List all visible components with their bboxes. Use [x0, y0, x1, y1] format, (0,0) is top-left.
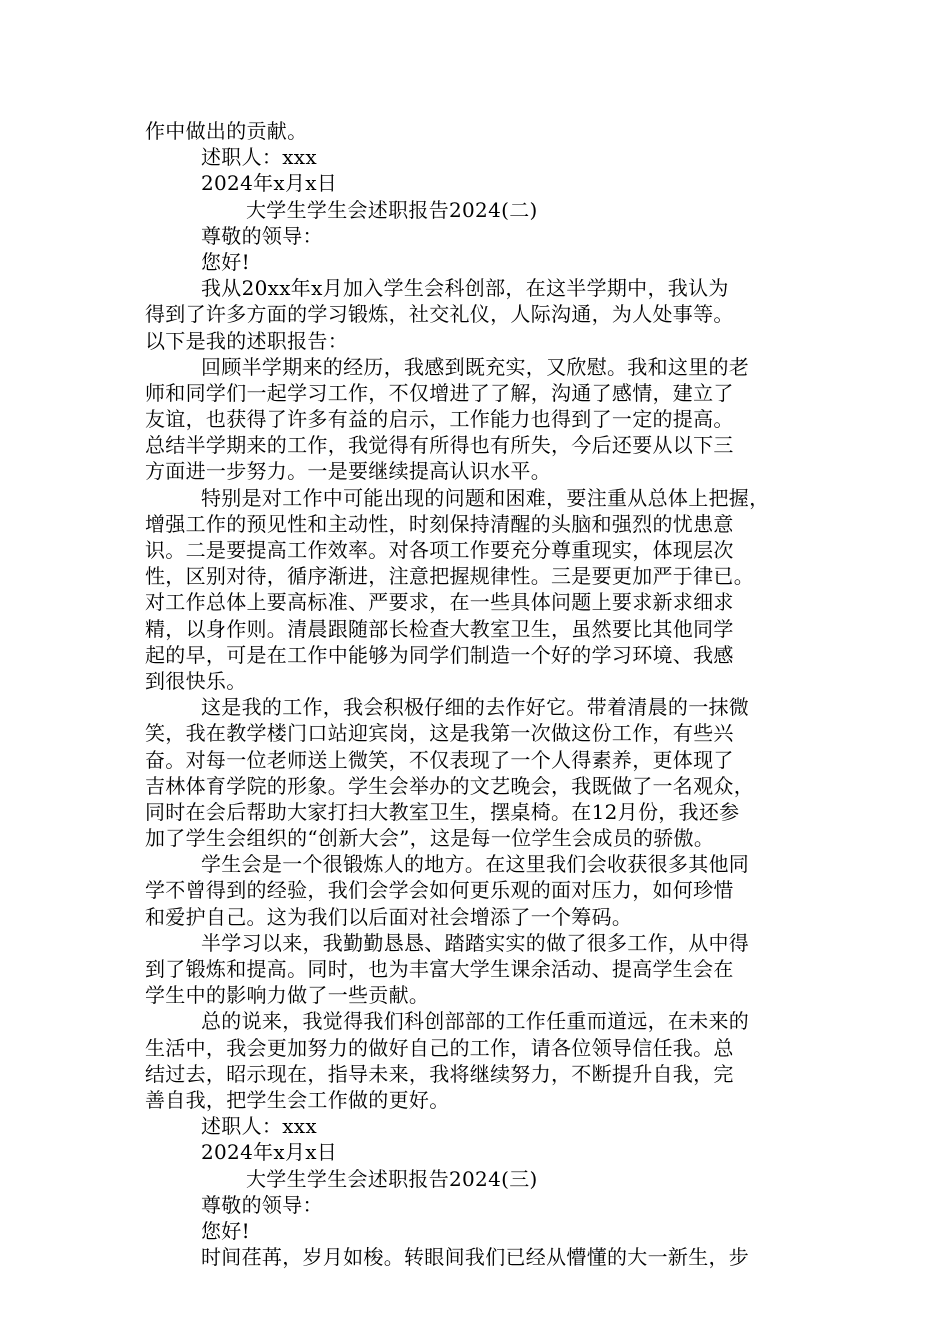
text-line: 生活中，我会更加努力的做好自己的工作，请各位领导信任我。总 — [145, 1035, 734, 1060]
text-line: 友谊，也获得了许多有益的启示，工作能力也得到了一定的提高。 — [145, 407, 734, 432]
text-line: 善自我，把学生会工作做的更好。 — [145, 1087, 450, 1112]
text-line: 我从20xx年x月加入学生会科创部，在这半学期中，我认为 — [201, 276, 729, 301]
text-line: 加了学生会组织的“创新大会”，这是每一位学生会成员的骄傲。 — [145, 826, 715, 851]
text-line: 师和同学们一起学习工作，不仅增进了了解，沟通了感情，建立了 — [145, 380, 734, 405]
text-line: 笑，我在教学楼门口站迎宾岗，这是我第一次做这份工作，有些兴 — [145, 721, 734, 746]
text-line: 半学习以来，我勤勤恳恳、踏踏实实的做了很多工作，从中得 — [201, 930, 750, 955]
text-line: 同时在会后帮助大家打扫大教室卫生，摆桌椅。在12月份，我还参 — [145, 799, 740, 824]
text-line: 学不曾得到的经验，我们会学会如何更乐观的面对压力，如何珍惜 — [145, 878, 734, 903]
text-line: 特别是对工作中可能出现的问题和困难，要注重从总体上把握， — [201, 485, 770, 510]
section-title: 大学生学生会述职报告2024(三) — [246, 1166, 538, 1191]
text-line: 您好! — [201, 1218, 250, 1243]
text-line: 您好! — [201, 249, 250, 274]
section-title: 大学生学生会述职报告2024(二) — [246, 197, 538, 222]
text-line: 精，以身作则。清晨跟随部长检查大教室卫生，虽然要比其他同学 — [145, 616, 734, 641]
text-line: 到了锻炼和提高。同时，也为丰富大学生课余活动、提高学生会在 — [145, 957, 734, 981]
text-line: 学生中的影响力做了一些贡献。 — [145, 983, 430, 1008]
text-line: 以下是我的述职报告： — [145, 328, 348, 353]
text-line: 述职人：xxx — [201, 145, 317, 170]
text-line: 性，区别对待，循序渐进，注意把握规律性。三是要更加严于律已。 — [145, 564, 754, 589]
text-line: 回顾半学期来的经历，我感到既充实，又欣慰。我和这里的老 — [201, 354, 750, 379]
text-line: 2024年x月x日 — [201, 171, 338, 196]
text-line: 方面进一步努力。一是要继续提高认识水平。 — [145, 459, 551, 484]
text-line: 时间荏苒，岁月如梭。转眼间我们已经从懵懂的大一新生，步 — [201, 1245, 750, 1270]
text-line: 这是我的工作，我会积极仔细的去作好它。带着清晨的一抹微 — [201, 695, 750, 720]
text-line: 总结半学期来的工作，我觉得有所得也有所失，今后还要从以下三 — [145, 433, 734, 458]
text-line: 起的早，可是在工作中能够为同学们制造一个好的学习环境、我感 — [145, 642, 734, 667]
text-line: 奋。对每一位老师送上微笑，不仅表现了一个人得素养，更体现了 — [145, 747, 734, 772]
text-line: 识。二是要提高工作效率。对各项工作要充分尊重现实，体现层次 — [145, 538, 734, 562]
text-line: 结过去，昭示现在，指导未来，我将继续努力，不断提升自我，完 — [145, 1061, 734, 1086]
text-line: 得到了许多方面的学习锻炼，社交礼仪，人际沟通，为人处事等。 — [145, 302, 734, 327]
text-line: 作中做出的贡献。 — [145, 119, 308, 143]
text-line: 尊敬的领导： — [201, 223, 323, 248]
document-body — [145, 118, 815, 1270]
text-line: 2024年x月x日 — [201, 1140, 338, 1165]
text-line: 吉林体育学院的形象。学生会举办的文艺晚会，我既做了一名观众， — [145, 773, 754, 798]
text-line: 述职人：xxx — [201, 1114, 317, 1139]
text-line: 对工作总体上要高标准、严要求，在一些具体问题上要求新求细求 — [145, 590, 734, 615]
text-line: 到很快乐。 — [145, 668, 247, 693]
text-line: 和爱护自己。这为我们以后面对社会增添了一个筹码。 — [145, 904, 633, 929]
text-line: 尊敬的领导： — [201, 1192, 323, 1217]
text-line: 增强工作的预见性和主动性，时刻保持清醒的头脑和强烈的忧患意 — [145, 511, 734, 536]
text-line: 学生会是一个很锻炼人的地方。在这里我们会收获很多其他同 — [201, 852, 750, 877]
text-line: 总的说来，我觉得我们科创部部的工作任重而道远，在未来的 — [201, 1009, 750, 1034]
